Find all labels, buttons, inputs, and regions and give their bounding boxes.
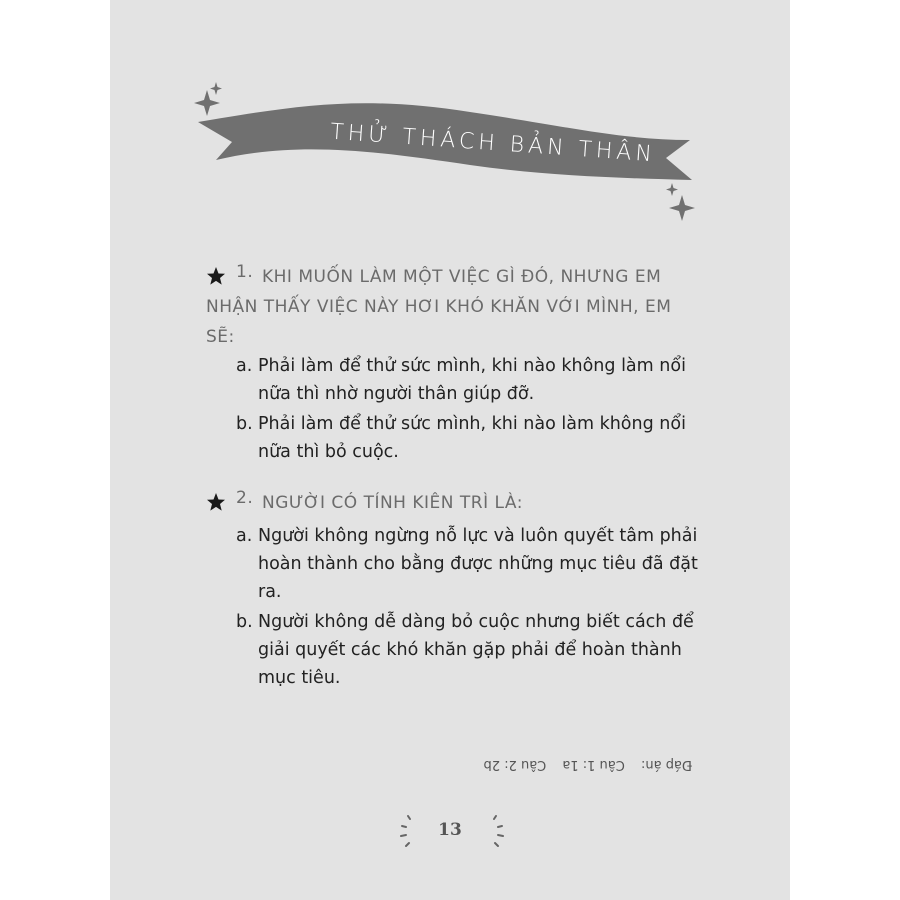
question-text: NGƯỜI CÓ TÍNH KIÊN TRÌ LÀ: bbox=[262, 493, 523, 513]
option-letter: a. bbox=[236, 356, 253, 376]
option-letter: b. bbox=[236, 414, 253, 434]
decor-ticks-right bbox=[480, 812, 510, 852]
option-text: Phải làm để thử sức mình, khi nào làm không nổi nữa thì bỏ cuộc. bbox=[258, 414, 686, 462]
question-number: 1. bbox=[236, 262, 254, 282]
option-text: Người không dễ dàng bỏ cuộc nhưng biết cách để giải quyết các khó khăn gặp phải để hoàn thành mục tiêu. bbox=[258, 612, 694, 688]
ribbon-banner bbox=[0, 0, 900, 240]
option-text: Người không ngừng nỗ lực và luôn quyết tâm phải hoàn thành cho bằng được những mục tiêu đã đặt ra. bbox=[258, 526, 698, 602]
banner-title: THỬ THÁCH BẢN THÂN bbox=[329, 119, 657, 168]
answer-q1: Câu 1: 1a bbox=[562, 757, 625, 772]
answer-key bbox=[478, 757, 698, 772]
question-text: KHI MUỐN LÀM MỘT VIỆC GÌ ĐÓ, NHƯNG EM NHẬN THẤY VIỆC NÀY HƠI KHÓ KHĂN VỚI MÌNH, EM SẼ: bbox=[206, 267, 672, 347]
option-letter: b. bbox=[236, 612, 253, 632]
page-number: 13 bbox=[438, 820, 462, 840]
option-text: Phải làm để thử sức mình, khi nào không làm nổi nữa thì nhờ người thân giúp đỡ. bbox=[258, 356, 686, 404]
option-letter: a. bbox=[236, 526, 253, 546]
question-number: 2. bbox=[236, 488, 254, 508]
answer-q2: Câu 2: 2b bbox=[483, 757, 547, 772]
answer-label: Đáp án: bbox=[640, 757, 692, 772]
